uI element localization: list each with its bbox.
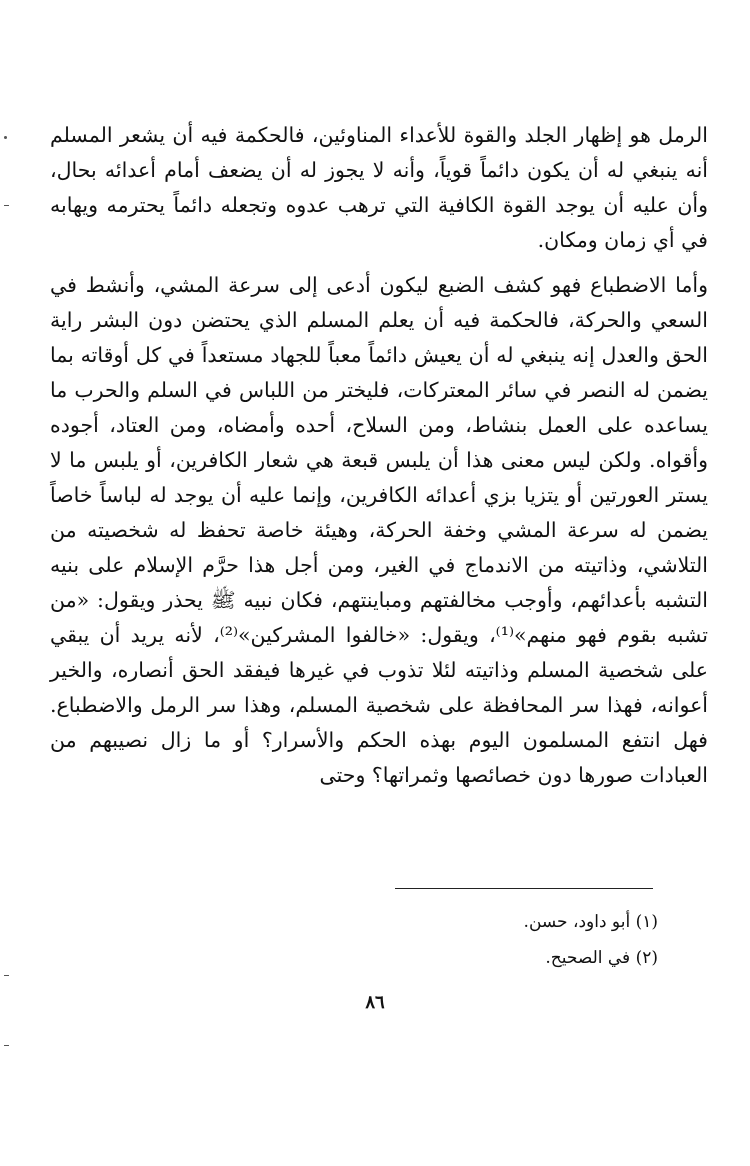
scan-artifact-dot bbox=[4, 136, 7, 139]
paragraph-idtiba: وأما الاضطباع فهو كشف الضبع ليكون أدعى إلى سرعة المشي، وأنشط في السعي والحركة، فالحكمة فيه أن يعلم المسلم الذي يحتضن دون البشر راية الحق والعدل إنه ينبغي له أن يعيش دائماً معباً للجهاد مستعداً في كل أوقاته بما يضمن له النصر في سائر المعتركات، فليختر من اللباس في السلم والحرب ما يساعده على العمل بنشاط، ومن السلاح، أحده وأمضاه، ومن العتاد، أجوده وأقواه. ولكن ليس معنى هذا أن يلبس قبعة هي شعار الكافرين، أو يلبس ما لا يستر العورتين أو يتزيا بزي أعدائه الكافرين، وإنما عليه أن يوجد له لباساً خاصاً يضمن له سرعة المشي وخفة الحركة، وهيئة خاصة تحفظ له شخصيته من التلاشي، وذاتيته من الاندماج في الغير، ومن أجل هذا حرَّم الإسلام على بنيه التشبه بأعدائهم، وأوجب مخالفتهم ومباينتهم، فكان نبيه ﷺ يحذر ويقول: «من تشبه بقوم فهو منهم»⁽¹⁾، ويقول: «خالفوا المشركين»⁽²⁾، لأنه يريد أن يبقي على شخصية المسلم وذاتيته لئلا تذوب في غيرها فيفقد الحق أنصاره، والخير أعوانه، فهذا سر المحافظة على شخصية المسلم، وهذا سر الرمل والاضطباع. فهل انتفع المسلمون اليوم بهذه الحكم والأسرار؟ أو ما زال نصيبهم من العبادات صورها دون خصائصها وثمراتها؟ وحتى bbox=[50, 273, 708, 787]
scan-artifact-tick bbox=[4, 1045, 9, 1046]
scan-artifact-tick bbox=[4, 205, 9, 206]
paragraph-raml: الرمل هو إظهار الجلد والقوة للأعداء المناوئين، فالحكمة فيه أن يشعر المسلم أنه ينبغي له أن يكون دائماً قوياً، وأنه لا يجوز له أن يضعف أمام أعدائه بحال، وأن عليه أن يوجد القوة الكافية التي ترهب عدوه وتجعله دائماً يحترمه ويهابه في أي زمان ومكان. bbox=[50, 123, 708, 252]
page-body bbox=[50, 118, 708, 793]
footnote-2: (٢) في الصحيح. bbox=[545, 948, 658, 968]
scan-artifact-tick bbox=[4, 975, 9, 976]
page-number: ٨٦ bbox=[365, 992, 385, 1013]
footnote-1: (١) أبو داود، حسن. bbox=[523, 912, 658, 932]
footnotes bbox=[524, 904, 658, 976]
footnote-divider bbox=[395, 888, 653, 889]
